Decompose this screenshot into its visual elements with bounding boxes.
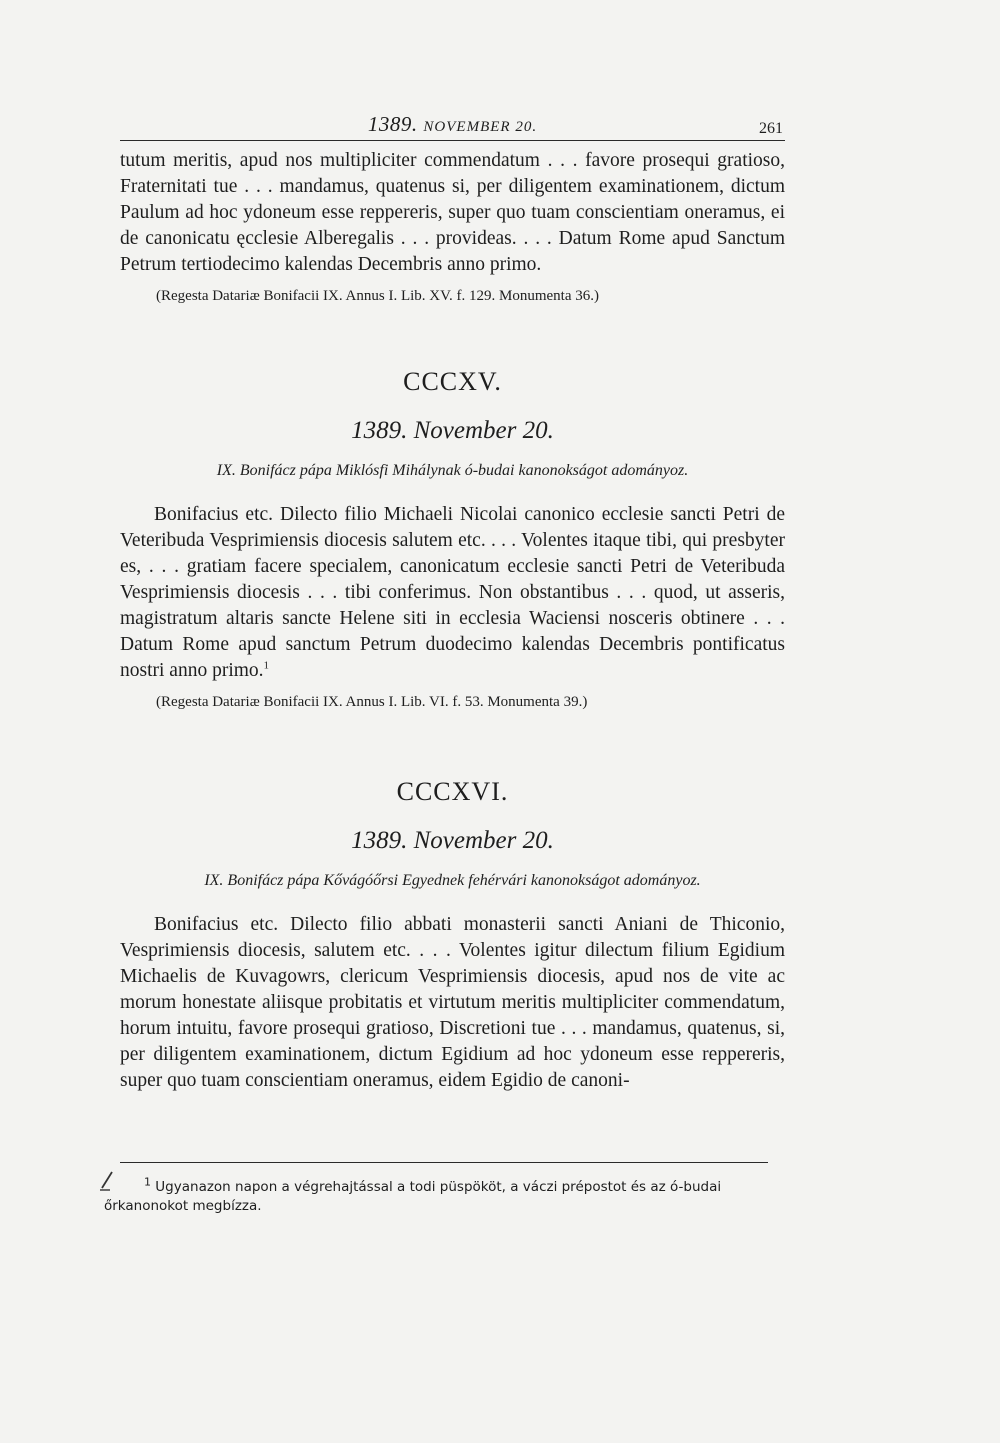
document-date: 1389. November 20. — [351, 417, 554, 444]
footnote-marker: 1 — [144, 1175, 151, 1189]
footnote-divider — [120, 1162, 768, 1163]
document-citation: (Regesta Datariæ Bonifacii IX. Annus I. Lib. VI. f. 53. Monumenta 39.) — [156, 694, 588, 710]
header-year: 1389. — [367, 112, 418, 136]
page-content — [120, 148, 785, 1094]
page-number: 261 — [759, 120, 783, 137]
running-header — [120, 108, 785, 141]
document-number: CCCXV. — [403, 367, 502, 396]
document-body: Bonifacius etc. Dilecto filio abbati monasterii sancti Aniani de Thiconio, Vesprimiensis diocesis, salutem etc. . . . Volentes igitur dilectum filium Egidium Michaelis de Kuvagowrs, clericum Vesprimiensis diocesis, apud nos de vite ac morum honestate aliisque probitatis et virtutum meritis multipliciter commendatum, horum intuitu, favore prosequi gratioso, Discretioni tue . . . mandamus, quatenus, si, per diligentem examinationem, dictum Egidium ad hoc ydoneum esse reppereris, super quo tuam conscientiam oneramus, eidem Egidio de canoni- — [120, 914, 785, 1091]
continuation-text: tutum meritis, apud nos multipliciter commendatum . . . favore prosequi gratioso, Fraternitati tue . . . mandamus, quatenus si, per diligentem examinationem, dictum Paulum ad hoc ydoneum esse reppereris, super quo tuam conscientiam oneramus, ei de canonicatu ęcclesie Alberegalis . . . provideas. . . . Datum Rome apud Sanctum Petrum tertiodecimo kalendas Decembris anno primo. — [120, 150, 785, 275]
footnote-text-rest: őrkanonokot megbízza. — [104, 1198, 262, 1214]
document-cccxvi — [120, 776, 785, 1094]
document-date: 1389. November 20. — [351, 827, 554, 854]
document-body-text: Bonifacius etc. Dilecto filio Michaeli Nicolai canonico ecclesie sancti Petri de Veteribuda Vesprimiensis diocesis salutem etc. . . . Volentes itaque tibi, qui presbyter es, . . . gratiam facere specialem, canonicatum ecclesie sancti Petri de Veteribuda Vesprimiensis diocesis . . . tibi conferimus. Non obstantibus . . . quod, ut asseris, magistratum altaris sancte Helene siti in ecclesia Waciensi nosceris obtinere . . . Datum Rome apud sanctum Petrum duodecimo kalendas Decembris pontificatus nostri anno primo. — [120, 504, 785, 681]
document-number: CCCXVI. — [396, 777, 509, 806]
continuation-citation: (Regesta Datariæ Bonifacii IX. Annus I. Lib. XV. f. 129. Monumenta 36.) — [156, 288, 599, 304]
document-cccxv — [120, 366, 785, 712]
footnote — [104, 1175, 784, 1216]
document-summary: IX. Bonifácz pápa Kővágóőrsi Egyednek fehérvári kanonokságot adományoz. — [204, 872, 701, 889]
document-summary: IX. Bonifácz pápa Miklósfi Mihálynak ó-budai kanonokságot adományoz. — [216, 462, 689, 479]
footnote-text-first: Ugyanazon napon a végrehajtással a todi püspököt, a váczi prépostot és az ó-budai — [155, 1179, 722, 1195]
footnote-line-first — [104, 1175, 784, 1197]
document-body — [120, 502, 785, 684]
footnote-reference[interactable]: 1 — [263, 659, 270, 672]
header-date — [120, 112, 785, 137]
header-month-day: NOVEMBER 20. — [423, 119, 538, 135]
